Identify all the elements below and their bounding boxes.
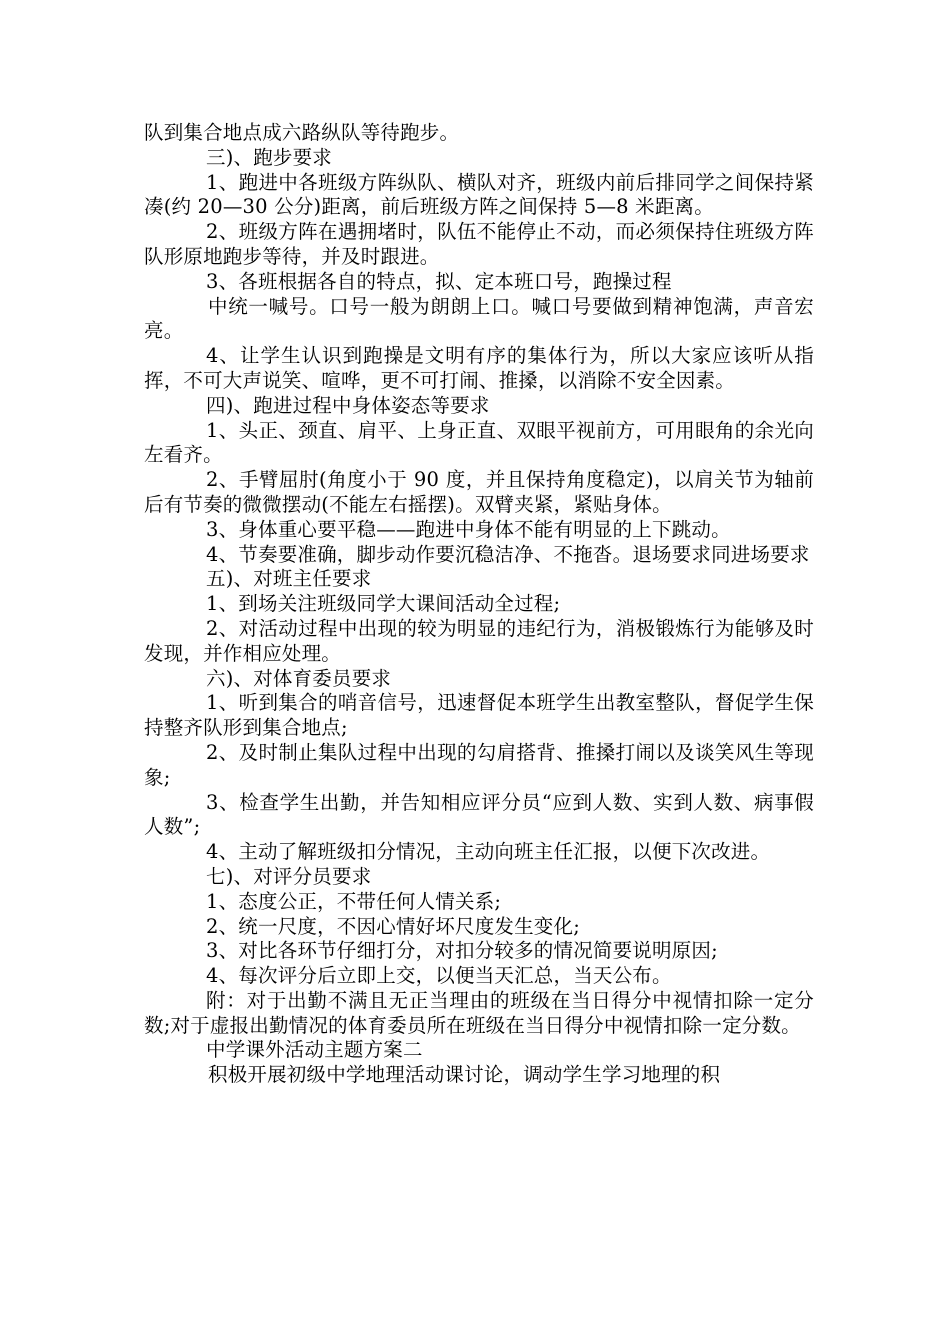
paragraph: 3、对比各环节仔细打分，对扣分较多的情况简要说明原因;	[206, 939, 718, 963]
paragraph: 1、跑进中各班级方阵纵队、横队对齐，班级内前后排同学之间保持紧凑(约 20—30 公分)距离，前后班级方阵之间保持 5—8 米距离。	[144, 170, 814, 219]
paragraph: 3、身体重心要平稳——跑进中身体不能有明显的上下跳动。	[206, 517, 731, 541]
section-heading-plan-two: 中学课外活动主题方案二	[206, 1038, 423, 1062]
paragraph: 队到集合地点成六路纵队等待跑步。	[144, 121, 460, 144]
paragraph: 4、每次评分后立即上交，以便当天汇总，当天公布。	[206, 964, 672, 988]
section-heading-running-requirements: 三)、跑步要求	[206, 145, 333, 169]
paragraph: 2、班级方阵在遇拥堵时，队伍不能停止不动，而必须保持住班级方阵队形原地跑步等待，并及时跟进。	[144, 220, 814, 268]
paragraph: 4、让学生认识到跑操是文明有序的集体行为，所以大家应该听从指挥，不可大声说笑、喧哗，更不可打闹、推搡，以消除不安全因素。	[144, 344, 814, 392]
paragraph: 2、统一尺度，不因心情好坏尺度发生变化;	[206, 914, 580, 938]
paragraph: 1、态度公正，不带任何人情关系;	[206, 889, 502, 913]
paragraph: 2、对活动过程中出现的较为明显的违纪行为，消极锻炼行为能够及时发现，并作相应处理。	[144, 616, 814, 665]
section-heading-scorer-requirements: 七)、对评分员要求	[206, 864, 372, 888]
section-heading-posture-requirements: 四)、跑进过程中身体姿态等要求	[206, 393, 490, 417]
paragraph: 2、手臂屈肘(角度小于 90 度，并且保持角度稳定)，以肩关节为轴前后有节奏的微微摆动(不能左右摇摆)。双臂夹紧，紧贴身体。	[144, 468, 814, 516]
paragraph: 1、到场关注班级同学大课间活动全过程;	[206, 592, 561, 616]
paragraph: 3、各班根据各自的特点，拟、定本班口号，跑操过程	[206, 269, 672, 293]
paragraph: 4、节奏要准确，脚步动作要沉稳洁净、不拖沓。退场要求同进场要求	[206, 542, 810, 566]
paragraph: 积极开展初级中学地理活动课讨论，调动学生学习地理的积	[208, 1063, 721, 1087]
paragraph: 1、听到集合的哨音信号，迅速督促本班学生出教室整队，督促学生保持整齐队形到集合地点;	[144, 691, 814, 740]
paragraph: 4、主动了解班级扣分情况，主动向班主任汇报，以便下次改进。	[206, 840, 771, 864]
section-heading-head-teacher-requirements: 五)、对班主任要求	[206, 567, 372, 591]
paragraph: 1、头正、颈直、肩平、上身正直、双眼平视前方，可用眼角的余光向左看齐。	[144, 418, 814, 467]
paragraph: 2、及时制止集队过程中出现的勾肩搭背、推搡打闹以及谈笑风生等现象;	[144, 740, 814, 789]
paragraph: 中统一喊号。口号一般为朗朗上口。喊口号要做到精神饱满，声音宏亮。	[144, 294, 814, 343]
paragraph: 3、检查学生出勤，并告知相应评分员“应到人数、实到人数、病事假人数”;	[144, 790, 814, 839]
appendix-note: 附：对于出勤不满且无正当理由的班级在当日得分中视情扣除一定分数;对于虚报出勤情况的体育委员所在班级在当日得分中视情扣除一定分数。	[144, 988, 814, 1037]
section-heading-pe-committee-requirements: 六)、对体育委员要求	[206, 666, 392, 690]
document-body	[144, 121, 814, 1088]
